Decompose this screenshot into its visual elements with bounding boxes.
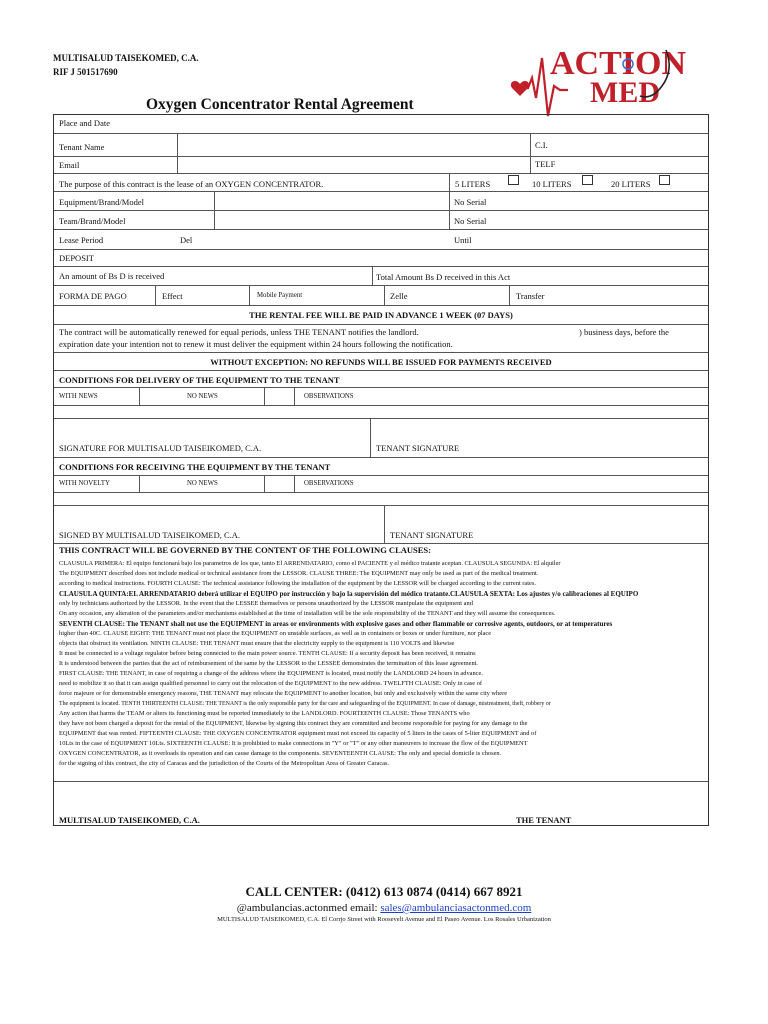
telf-label: TELF: [535, 159, 556, 169]
clause-line: Any action that harms the TEAM or alters its functioning must be reported immediately to the LANDLORD. FOURTEENTH CLAUSE: Those TENANTS who: [59, 710, 470, 717]
heart-icon: [511, 81, 529, 96]
place-date-label: Place and Date: [59, 118, 110, 128]
clause-line: force majeure or for demonstrable emergency reasons, THE TENANT may relocate the EQUIPMENT to another location, but only and exclusively within the same city where: [59, 690, 508, 697]
clause-line: CLAUSULA QUINTA:EL ARRENDATARIO deberá utilizar el EQUIPO por instrucción y bajo la supervisión del médico tratante.CLAUSULA SEXTA: Los ajustes y/o calibraciones al EQUIPO: [59, 590, 639, 598]
deposit-label: DEPOSIT: [59, 253, 94, 263]
clause-line: 10Lts in the case of EQUIPMENT 10Lts. SIXTEENTH CLAUSE: It is prohibited to make connections in "Y" or "T" or any other maneuvers to increase the flow of the EQUIPMENT: [59, 740, 528, 747]
company-name: MULTISALUD TAISEKOMED, C.A.: [53, 53, 199, 63]
clause-line: according to medical instructions. FOURTH CLAUSE: The technical assistance following the installation of the equipment by the LESSOR will be charged according to the current rates.: [59, 580, 536, 587]
signature-multisalud-label: SIGNATURE FOR MULTISALUD TAISEIKOMED, C.A.: [59, 443, 262, 453]
company-header: [53, 51, 199, 79]
rental-form: [53, 114, 709, 826]
svg-text:ACTION: ACTION: [550, 45, 687, 82]
renewal-text-1: The contract will be automatically renewed for equal periods, unless THE TENANT notifies the landlord.: [59, 327, 419, 337]
clauses-title: THIS CONTRACT WILL BE GOVERNED BY THE CONTENT OF THE FOLLOWING CLAUSES:: [59, 545, 431, 555]
del-label: Del: [180, 235, 193, 245]
no-serial-label: No Serial: [454, 197, 487, 207]
zelle-label: Zelle: [390, 291, 408, 301]
clause-line: On any occasion, any alteration of the parameters and/or mechanisms established at the time of installation will be the sole responsibility of the TENANT and they will assume the consequences.: [59, 610, 556, 617]
lease-period-label: Lease Period: [59, 235, 104, 245]
with-novelty-label: WITH NOVELTY: [59, 480, 110, 487]
delivery-conditions-title: CONDITIONS FOR DELIVERY OF THE EQUIPMENT TO THE TENANT: [59, 375, 340, 385]
no-serial-label-2: No Serial: [454, 216, 487, 226]
purpose-text: The purpose of this contract is the lease of an OXYGEN CONCENTRATOR.: [59, 179, 324, 189]
email-link[interactable]: sales@ambulanciasactonmed.com: [380, 902, 532, 914]
address-line: MULTISALUD TAISEIKOMED, C.A. El Corrjo Street with Roosevelt Avenue and El Paseo Avenue. Los Rosales Urbanization: [217, 916, 551, 923]
renewal-text-2: expiration date your intention not to renew it must deliver the equipment within 24 hours following the notification.: [59, 339, 453, 349]
no-refunds-notice: WITHOUT EXCEPTION: NO REFUNDS WILL BE ISSUED FOR PAYMENTS RECEIVED: [210, 357, 552, 367]
total-amount-label: Total Amount Bs D received in this Act: [376, 272, 511, 282]
clause-line: The EQUIPMENT described does not include medical or technical assistance from the LESSOR. CLAUSE THREE: The EQUIPMENT may only be used as part of the medical treatment.: [59, 570, 539, 577]
clause-line: The equipment is located. TENTH THIRTEENTH CLAUSE: THE TENANT is the only responsible party for the care and safeguarding of the EQUIPMENT. In case of damage, mistreatment, theft, robbery or: [59, 701, 551, 707]
clause-line: for the signing of this contract, the city of Caracas and the jurisdiction of the Courts of the Metropolitan Area of Greater Caracas.: [59, 760, 390, 767]
effect-label: Effect: [162, 291, 183, 301]
mobile-payment-label: Mobile Payment: [257, 292, 303, 299]
liters-10-label: 10 LITERS: [532, 179, 572, 189]
clause-line: OXYGEN CONCENTRATOR, as it overloads its operation and can cause damage to the components. SEVENTEENTH CLAUSE: The only and special domicile is chosen.: [59, 750, 502, 757]
clause-line: objects that obstruct its ventilation. NINTH CLAUSE: THE TENANT must ensure that the electricity supply to the equipment is 110 VOLTS and likewise: [59, 640, 455, 647]
ci-label: C.I.: [535, 140, 548, 150]
receiving-conditions-title: CONDITIONS FOR RECEIVING THE EQUIPMENT BY THE TENANT: [59, 462, 331, 472]
observations-label: OBSERVATIONS: [304, 393, 354, 400]
email-line: [0, 902, 768, 914]
clause-line: need to mobilize it so that it can assign qualified personnel to carry out the relocation of the EQUIPMENT to the new address. TWELFTH CLAUSE: Only in case of: [59, 680, 483, 687]
clause-line: SEVENTH CLAUSE: The TENANT shall not use the EQUIPMENT in areas or environments with explosive gases and other flammable or corrosive agents, outdoors, or at temperatures: [59, 620, 613, 628]
liters-5-label: 5 LITERS: [455, 179, 491, 189]
forma-pago-label: FORMA DE PAGO: [59, 291, 127, 301]
company-rif: RIF J 501517690: [53, 67, 118, 77]
renewal-days: ) business days, before the: [579, 327, 669, 337]
clause-line: It is understood between the parties that the act of reimbursement of the same by the LESSOR to the LESSEE demonstrates the termination of this lease agreement.: [59, 660, 479, 667]
observations-label-2: OBSERVATIONS: [304, 480, 354, 487]
bottom-signature-company: MULTISALUD TAISEIKOMED, C.A.: [59, 815, 200, 825]
liters-20-label: 20 LITERS: [611, 179, 651, 189]
equipment-label: Equipment/Brand/Model: [59, 197, 144, 207]
liters-20-checkbox[interactable]: [659, 175, 670, 185]
action-med-logo: [498, 28, 688, 126]
liters-10-checkbox[interactable]: [582, 175, 593, 185]
clause-line: EQUIPMENT that was rented. FIFTEENTH CLAUSE: THE OXYGEN CONCENTRATOR equipment must not exceed its capacity of 5 liters in the cases of 5-liter EQUIPMENT and of: [59, 730, 537, 737]
clause-line: they have not been charged a deposit for the rental of the EQUIPMENT, likewise by signing this contract they are committed and become responsible for paying for any damage to the: [59, 720, 528, 727]
tenant-name-label: Tenant Name: [59, 142, 105, 152]
amount-label: An amount of Bs D is received: [59, 271, 165, 281]
tenant-signature-label-2: TENANT SIGNATURE: [390, 530, 474, 540]
no-news-label-2: NO NEWS: [187, 480, 218, 487]
signed-by-label: SIGNED BY MULTISALUD TAISEIKOMED, C.A.: [59, 530, 241, 540]
rental-fee-notice: THE RENTAL FEE WILL BE PAID IN ADVANCE 1 WEEK (07 DAYS): [249, 310, 513, 320]
page-title: Oxygen Concentrator Rental Agreement: [146, 96, 414, 113]
team-label: Team/Brand/Model: [59, 216, 126, 226]
with-news-label: WITH NEWS: [59, 393, 98, 400]
transfer-label: Transfer: [516, 291, 545, 301]
liters-5-checkbox[interactable]: [508, 175, 519, 185]
call-center: CALL CENTER: (0412) 613 0874 (0414) 667 8921: [245, 884, 523, 899]
no-news-label: NO NEWS: [187, 393, 218, 400]
svg-text:MED: MED: [590, 76, 660, 109]
clause-line: only by technicians authorized by the LESSOR. In the event that the LESSEE themselves or persons unauthorized by the LESSOR manipulate the equipment and: [59, 600, 473, 607]
clause-line: CLAUSULA PRIMERA: El equipo funcionará bajo los parametros de los que, tanto El ARRENDATARIO, como el PACIENTE y el médico tratante aceptan. CLAUSULA SEGUNDA: El alquiler: [59, 560, 561, 567]
tenant-signature-label: TENANT SIGNATURE: [376, 443, 460, 453]
until-label: Until: [454, 235, 472, 245]
email-prefix: @ambulancias.actonmed email:: [236, 902, 378, 914]
clause-line: higher than 40C. CLAUSE EIGHT: THE TENANT must not place the EQUIPMENT on unstable surfaces, as well as in containers or boxes or under furniture, nor place: [59, 630, 492, 637]
clause-line: It must be connected to a voltage regulator before being connected to the main power source. TENTH CLAUSE: If a security deposit has been received, it remains: [59, 650, 476, 657]
email-label: Email: [59, 160, 80, 170]
clause-line: FIRST CLAUSE: THE TENANT, in case of requiring a change of the address where the EQUIPMENT is located, must notify the LANDLORD 24 hours in advance.: [59, 670, 483, 677]
bottom-signature-tenant: THE TENANT: [516, 815, 572, 825]
